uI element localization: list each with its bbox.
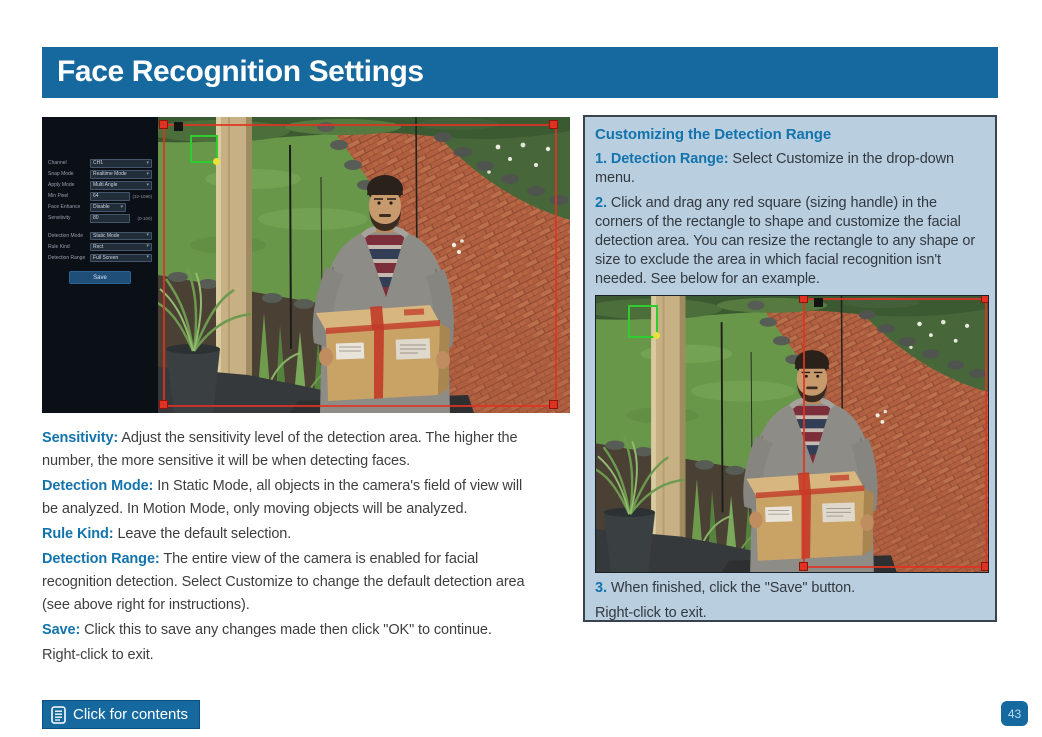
channel-dropdown[interactable]: CH1 ▾ [90, 159, 152, 168]
camera-settings-screenshot [42, 117, 570, 413]
detection-mode-label: Detection Mode [48, 232, 84, 239]
setting-row-apply-mode [48, 181, 152, 190]
sizing-handle-top-left[interactable] [799, 295, 808, 303]
min-pixel-label: Min Pixel [48, 193, 69, 200]
setting-row-face-enhance [48, 203, 152, 212]
definition-detection-mode: Detection Mode: In Static Mode, all objects in the camera's field of view will be analyzed. In Motion Mode, only moving objects will be analyzed. [42, 478, 523, 517]
setting-row-detection-mode [48, 232, 152, 241]
sizing-handle-bottom-right[interactable] [981, 562, 989, 571]
exit-note: Right-click to exit. [42, 647, 154, 663]
chevron-down-icon: ▾ [120, 203, 123, 210]
contents-button-label: Click for contents [73, 706, 189, 723]
setting-row-sensitivity [48, 214, 152, 223]
definition-detection-range: Detection Range: The entire view of the camera is enabled for facial recognition detection. Select Customize to change the default detection area (see above right for instructions). [42, 551, 525, 613]
definition-save: Save: Click this to save any changes made then click "OK" to continue. [42, 622, 492, 638]
page-title: Face Recognition Settings [57, 55, 424, 88]
setting-row-channel [48, 159, 152, 168]
setting-row-min-pixel [48, 192, 152, 201]
apply-mode-label: Apply Mode [48, 182, 75, 189]
drag-dot[interactable] [213, 158, 220, 165]
click-for-contents-button[interactable] [42, 700, 200, 729]
detection-range-dropdown[interactable]: Full Screen ▾ [90, 254, 152, 263]
customized-range-screenshot [595, 295, 989, 573]
setting-row-rule-kind [48, 243, 152, 252]
chevron-down-icon: ▾ [146, 170, 149, 177]
sensitivity-range-hint: (0-100) [137, 215, 152, 221]
face-enhance-dropdown[interactable]: Disable ▾ [90, 203, 126, 212]
sizing-handle-bottom-left[interactable] [159, 400, 168, 409]
step-3: 3. When finished, click the "Save" button. [595, 580, 856, 596]
detection-rectangle[interactable] [803, 298, 987, 568]
sizing-handle-bottom-left[interactable] [799, 562, 808, 571]
step-2: 2. Click and drag any red square (sizing handle) in the corners of the rectangle to shape and customize the facial detection area. You can resize the rectangle to any shape or size to exclude the area in which facial recognition isn't needed. See below for an example. [595, 195, 976, 287]
sizing-handle-top-right[interactable] [981, 295, 989, 303]
sizing-handle-top-left[interactable] [159, 120, 168, 129]
sensitivity-input[interactable]: 80 [90, 214, 130, 223]
definition-sensitivity: Sensitivity: Adjust the sensitivity level of the detection area. The higher the number, the more sensitive it will be when detecting faces. [42, 430, 518, 469]
setting-row-snap-mode [48, 170, 152, 179]
definitions-column [42, 427, 538, 669]
snap-mode-label: Snap Mode [48, 171, 74, 178]
definition-rule-kind: Rule Kind: Leave the default selection. [42, 526, 292, 542]
chevron-down-icon: ▾ [146, 181, 149, 188]
sensitivity-label: Sensitivity [48, 215, 71, 222]
contents-icon [51, 706, 66, 724]
detection-mode-dropdown[interactable]: Static Mode ▾ [90, 232, 152, 241]
setting-row-detection-range [48, 254, 152, 263]
corner-marker [174, 122, 183, 131]
step-1: 1. Detection Range: Select Customize in the drop-down menu. [595, 151, 954, 186]
sidebar-exit-note: Right-click to exit. [595, 605, 707, 621]
channel-label: Channel [48, 160, 67, 167]
sizing-handle-bottom-right[interactable] [549, 400, 558, 409]
sizing-handle-top-right[interactable] [549, 120, 558, 129]
page-number-badge[interactable]: 43 [1001, 701, 1028, 726]
chevron-down-icon: ▾ [146, 243, 149, 250]
face-detection-settings-panel [42, 117, 158, 413]
detection-range-label: Detection Range [48, 254, 86, 261]
chevron-down-icon: ▾ [146, 254, 149, 261]
apply-mode-dropdown[interactable]: Multi Angle ▾ [90, 181, 152, 190]
corner-marker [814, 298, 823, 307]
snap-mode-dropdown[interactable]: Realtime Mode ▾ [90, 170, 152, 179]
save-button[interactable]: Save [69, 271, 131, 284]
detection-rectangle[interactable] [163, 124, 557, 407]
chevron-down-icon: ▾ [146, 232, 149, 239]
page-title-bar [42, 47, 998, 98]
camera-scene [158, 117, 570, 413]
rule-kind-label: Rule Kind [48, 243, 70, 250]
customizing-detection-range-panel [583, 115, 997, 622]
drag-dot[interactable] [653, 332, 660, 339]
sidebar-heading: Customizing the Detection Range [595, 126, 832, 143]
rule-kind-dropdown[interactable]: Rect ▾ [90, 243, 152, 252]
min-pixel-input[interactable]: 64 [90, 192, 130, 201]
min-pixel-range-hint: (32-1080) [132, 193, 152, 199]
chevron-down-icon: ▾ [146, 159, 149, 166]
face-enhance-label: Face Enhance [48, 204, 81, 211]
